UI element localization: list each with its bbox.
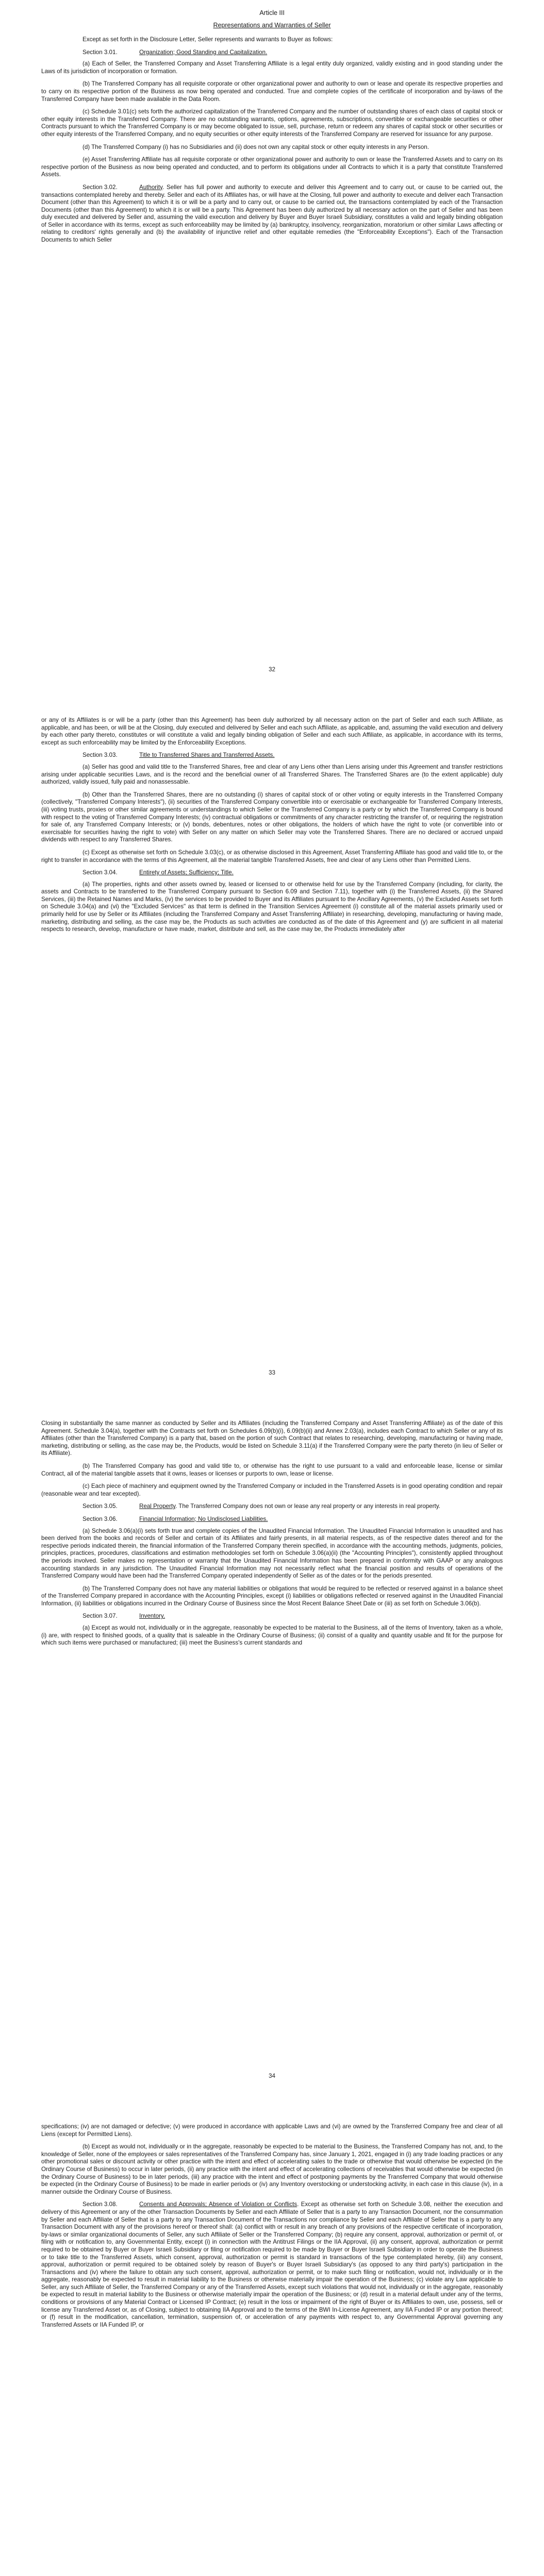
section-title: Title to Transferred Shares and Transferred Assets.	[139, 752, 275, 759]
continuation-paragraph: or any of its Affiliates is or will be a party (other than this Agreement) has been duly authorized by all necessary action on the part of Seller and each such Affiliate, as applicable, and has been, or will be at the Closing, duly executed and delivered by Seller and each such Affiliate, as applicable, and, assuming the valid execution and delivery by each other party thereto, constitutes or will constitute a valid and legally binding obligation of Seller and each such Affiliate, as applicable, in accordance with its terms, except as such enforceability may be limited by the Enforceability Exceptions.	[41, 717, 503, 746]
section-3-04-a: (a) The properties, rights and other assets owned by, leased or licensed to or otherwise held for use by the Transferred Company (including, for clarity, the assets and Contracts to be transferred to the Transferred Company pursuant to Section 6.09 and Section 7.11), together with (i) the Transferred Assets, (ii) the Shared Services, (iii) the Retained Names and Marks, (iv) the services to be provided to Buyer and its Affiliates pursuant to the Ancillary Agreements, (v) the Excluded Assets set forth on Schedule 3.04(a) and (vi) the "Excluded Services" as that term is defined in the Transition Services Agreement (i) constitute all of the material assets primarily used or primarily held for use by Seller or its Affiliates (including the Transferred Company and Asset Transferring Affiliate) in researching, developing, manufacturing or having made, marketing, distributing and selling, as the case may be, the Products as such activities are conducted as of the date of this Agreement and (y) are sufficient in all material respects to research, develop, manufacture or have made, market, distribute and sell, as the case may be, the Products immediately after	[41, 880, 503, 933]
section-body: . Except as otherwise set forth on Schedule 3.08, neither the execution and delivery of this Agreement or any of the other Transaction Documents by Seller and each Affiliate of Seller that is a party to any Transaction Document, nor the consummation by Seller and each Affiliate of Seller that is a party to any Transaction Document of the Transactions nor compliance by Seller and each Affiliate of Seller that is a party to any Transaction Document with any of the provisions hereof or thereof shall: (a) conflict with or result in any breach of any provisions of the respective certificate of incorporation, by-laws or similar organizational documents of Seller, any such Affiliate of Seller or the Transferred Company; (b) require any consent, approval, authorization or permit of, or filing with or notification to, any Governmental Entity, except (i) in connection with the Antitrust Filings or the IIA Approval, (ii) any consent, approval, authorization or permit required to be obtained by Buyer or Buyer Israeli Subsidiary or filing or notification required to be made by Buyer or Buyer Israeli Subsidiary in order to operate the Business or to take title to the Transferred Assets, which consent, approval, authorization or permit is standard in transactions of the type contemplated hereby, (iii) any consent, approval, authorization or permit required to be obtained solely by reason of Buyer's or Buyer Israeli Subsidiary's (as opposed to any third party's) participation in the Transactions and (iv) where the failure to obtain any such consent, approval, authorization or permit, or to make such filing or notification, would not, individually or in the aggregate, reasonably be expected to result in material liability to the Business or otherwise materially impair the operation of the Business; (c) violate any Law applicable to Seller, any such Affiliate of Seller, the Transferred Company or any of the Transferred Assets, except such violations that would not, individually or in the aggregate, reasonably be expected to result in material liability to the Business or otherwise materially impair the operation of the Business; or (d) result in a material default under any of the terms, conditions or provisions of any Material Contract or Licensed IP Contract; (e) result in the loss or impairment of the right of Buyer or its Affiliates to own, use, possess, sell or license any Transferred Asset or, as of Closing, subject to obtaining IIA Approval and to the terms of the BWI In-License Agreement, any IIA Funded IP or any portion thereof; or (f) result in the modification, cancellation, termination, suspension of, or acceleration of any payments with respect to, any Governmental Approval governing any Transferred Assets or IIA Funded IP, or	[41, 2201, 503, 2328]
section-number: Section 3.02.	[83, 183, 118, 191]
section-number: Section 3.04.	[83, 869, 118, 876]
section-number: Section 3.05.	[83, 1503, 118, 1510]
section-3-01-heading	[41, 49, 503, 57]
section-3-07-a: (a) Except as would not, individually or in the aggregate, reasonably be expected to be material to the Business, all of the items of Inventory, taken as a whole, (i) are, with respect to finished goods, of a quality that is saleable in the Ordinary Course of Business; (ii) consist of a quality and quantity usable and fit for the purpose for which such items were purchased or manufactured; (iii) meet the Business's current standards and	[41, 1624, 503, 1647]
section-title: Inventory.	[139, 1613, 166, 1620]
section-body: . Seller has full power and authority to execute and deliver this Agreement and to carry out, or cause to be carried out, the transactions contemplated hereby and thereby. Seller and each of its Affiliates has, or will have at the Closing, full power and authority to execute and deliver each Transaction Document (other than this Agreement) to which it is or will be a party and to carry out, or cause to be carried out, the transactions contemplated by each of the Transaction Documents (other than this Agreement) to which it is or will be a party. This Agreement has been duly authorized by all necessary action on the part of Seller and has been duly executed and delivered by Seller and, assuming the valid execution and delivery by Buyer and Buyer Israeli Subsidiary, constitutes a valid and legally binding obligation of Seller in accordance with its terms, except as such enforceability may be limited by (a) bankruptcy, insolvency, reorganization, moratorium or other similar Laws affecting or relating to creditors' rights generally and (b) the availability of injunctive relief and other equitable remedies (the "Enforceability Exceptions"). Each of the Transaction Documents to which Seller	[41, 183, 503, 244]
page-32	[0, 0, 544, 703]
section-number: Section 3.03.	[83, 752, 118, 759]
section-3-04-c: (c) Each piece of machinery and equipment owned by the Transferred Company or included in the Transferred Assets is in good operating condition and repair (reasonable wear and tear excepted).	[41, 1483, 503, 1497]
section-number: Section 3.06.	[83, 1515, 118, 1522]
section-3-03-c: (c) Except as otherwise set forth on Schedule 3.03(c), or as otherwise disclosed in this Agreement, Asset Transferring Affiliate has good and valid title to, or the right to transfer in accordance with the terms of this Agreement, all the material tangible Transferred Assets, free and clear of any Liens other than Permitted Liens.	[41, 849, 503, 863]
section-3-01-e: (e) Asset Transferring Affiliate has all requisite corporate or other organizational power and authority to own or lease the Transferred Assets and to carry on its respective portion of the Business as now being operated and conducted, and to perform its obligations under all Contracts to which it is a party that constitute Transferred Assets.	[41, 156, 503, 178]
page-number: 34	[269, 2073, 275, 2079]
section-title: Financial Information; No Undisclosed Liabilities.	[139, 1515, 268, 1522]
section-3-03-a: (a) Seller has good and valid title to the Transferred Shares, free and clear of any Liens other than Liens arising under this Agreement and transfer restrictions arising under applicable securities Laws, and is the record and the beneficial owner of all Transferred Shares. The Transferred Shares are (to the extent applicable) duly authorized, validly issued, fully paid and nonassessable.	[41, 763, 503, 786]
page-34	[0, 1406, 544, 2110]
section-number: Section 3.07.	[83, 1613, 118, 1620]
section-title: Authority	[139, 183, 162, 191]
section-title: Consents and Approvals; Absence of Violation or Conflicts	[139, 2201, 298, 2208]
section-3-06-a: (a) Schedule 3.06(a)(i) sets forth true and complete copies of the Unaudited Financial Information. The Unaudited Financial Information is unaudited and has been derived from the books and records of Seller and certain of its Affiliates and fairly presents, in all material respects, as of the respective dates thereof and for the respective periods indicated therein, the financial information of the Transferred Company therein specified, in accordance with the accounting methods, judgments, policies, principles, practices, procedures, classifications and estimation methodologies set forth on Schedule 3.06(a)(ii) (the "Accounting Principles"), consistently applied throughout the periods involved. Seller makes no representation or warranty that the Unaudited Financial Information has been prepared in conformity with GAAP or any analogous accounting standards in any jurisdiction. The Unaudited Financial Information may not necessarily reflect what the financial position and results of operations of the Transferred Company would have been had the Transferred Company operated independently of Seller as of the dates or for the periods presented.	[41, 1527, 503, 1580]
section-3-07-heading	[41, 1613, 503, 1620]
section-3-06-b: (b) The Transferred Company does not have any material liabilities or obligations that would be required to be reflected or reserved against in a balance sheet of the Transferred Company prepared in accordance with the Accounting Principles, except (i) liabilities or obligations reflected or reserved against in the Unaudited Financial Information, (ii) liabilities or obligations incurred in the Ordinary Course of Business since the Most Recent Balance Sheet Date or (iii) as set forth on Schedule 3.06(b).	[41, 1585, 503, 1607]
section-3-03-b: (b) Other than the Transferred Shares, there are no outstanding (i) shares of capital stock of or other voting or equity interests in the Transferred Company (collectively, "Transferred Company Interests"), (ii) securities of the Transferred Company convertible into or exercisable or exchangeable for Transferred Company Interests, (iii) voting trusts, proxies or other similar agreements or understandings to which Seller or the Transferred Company is a party or by which the Transferred Company is bound with respect to the voting of Transferred Company Interests; (iv) contractual obligations or commitments of any character restricting the transfer of, or requiring the registration for sale of, any Transferred Company Interests; or (v) bonds, debentures, notes or other obligations, the holders of which have the right to vote (or convertible into or exercisable for securities having the right to vote) with Seller on any matter on which Seller may vote the Transferred Shares. There are no declared or accrued unpaid dividends with respect to any Transferred Shares.	[41, 791, 503, 843]
section-title: Entirety of Assets; Sufficiency; Title.	[139, 869, 234, 876]
section-3-01-a: (a) Each of Seller, the Transferred Company and Asset Transferring Affiliate is a legal entity duly organized, validly existing and in good standing under the Laws of its jurisdiction of incorporation or formation.	[41, 60, 503, 75]
continuation-paragraph: Closing in substantially the same manner as conducted by Seller and its Affiliates (including the Transferred Company and Asset Transferring Affiliate) as of the date of this Agreement. Schedule 3.04(a), together with the Contracts set forth on Schedules 6.09(b)(i), 6.09(b)(ii) and Annex 2.03(a), includes each Contract to which Seller or any of its Affiliates (other than the Transferred Company) is a party that, based on the portion of such Contract that relates to researching, developing, manufacturing or having made, marketing, distributing or selling, as the case may be, the Products, would be listed on Schedule 3.11(a) if the Transferred Company were the party thereto (in lieu of Seller or its Affiliate).	[41, 1420, 503, 1457]
section-3-06-heading	[41, 1516, 503, 1523]
section-title: Organization; Good Standing and Capitalization.	[139, 48, 268, 56]
section-3-01-d: (d) The Transferred Company (i) has no Subsidiaries and (ii) does not own any capital stock or other equity interests in any Person.	[83, 143, 429, 150]
article-heading: Article III	[259, 9, 285, 16]
article-title: Representations and Warranties of Seller	[213, 22, 331, 29]
section-3-08-paragraph	[41, 2201, 503, 2329]
continuation-paragraph: specifications; (iv) are not damaged or defective; (v) were produced in accordance with applicable Laws and (vi) are owned by the Transferred Company free and clear of all Liens (except for Permitted Liens).	[41, 2123, 503, 2138]
page-number: 33	[269, 1369, 275, 1376]
section-body: . The Transferred Company does not own or lease any real property or any interests in real property.	[175, 1503, 440, 1510]
page-35	[0, 2110, 544, 2576]
page-number: 32	[269, 666, 275, 673]
section-3-05-paragraph	[41, 1503, 503, 1511]
page-33	[0, 703, 544, 1406]
intro-paragraph: Except as set forth in the Disclosure Letter, Seller represents and warrants to Buyer as follows:	[83, 36, 333, 43]
section-3-02-paragraph	[41, 184, 503, 244]
section-3-03-heading	[41, 752, 503, 759]
section-title: Real Property	[139, 1503, 176, 1510]
section-3-07-b: (b) Except as would not, individually or in the aggregate, reasonably be expected to be material to the Business, the Transferred Company has not, and, to the knowledge of Seller, none of the employees or sales representatives of the Transferred Company has, since January 1, 2021, engaged in (i) any trade loading practices or any other promotional sales or discount activity or other practice with the intent and effect of accelerating sales to the trade or otherwise that would otherwise be expected (in the Ordinary Course of Business) to occur in later periods, (ii) any practice with the intent and effect of accelerating collections of receivables that would otherwise be expected (in the Ordinary Course of Business) to be in later periods, (iii) any practice with the intent and effect of postponing payments by the Transferred Company that would otherwise be expected (in the Ordinary Course of Business) to be made in earlier periods or (iv) any Inventory overstocking or understocking activity, in each case in this clause (iv), in a manner outside the Ordinary Course of Business.	[41, 2143, 503, 2195]
section-3-01-c: (c) Schedule 3.01(c) sets forth the authorized capitalization of the Transferred Company and the number of outstanding shares of each class of capital stock or other equity interests in the Transferred Company. There are no outstanding warrants, options, agreements, subscriptions, convertible or exchangeable securities or other Contracts pursuant to which the Transferred Company is or may become obligated to issue, sell, purchase, return or redeem any shares of capital stock or other securities or other equity interests of the Transferred Company, and no equity securities or other equity interests of the Transferred Company are reserved for issuance for any purpose.	[41, 108, 503, 138]
section-3-01-b: (b) The Transferred Company has all requisite corporate or other organizational power and authority to own or lease and operate its respective properties and to carry on its respective portion of the Business as now being operated and conducted. True and complete copies of the certificate of incorporation and by-laws of the Transferred Company have been made available in the Data Room.	[41, 80, 503, 103]
section-3-04-heading	[41, 869, 503, 877]
section-number: Section 3.01.	[83, 48, 118, 56]
section-3-04-b: (b) The Transferred Company has good and valid title to, or otherwise has the right to use pursuant to a valid and enforceable lease, license or similar Contract, all of the material tangible assets that it owns, leases or licenses or purports to own, lease or license.	[41, 1462, 503, 1477]
section-number: Section 3.08.	[83, 2201, 118, 2208]
